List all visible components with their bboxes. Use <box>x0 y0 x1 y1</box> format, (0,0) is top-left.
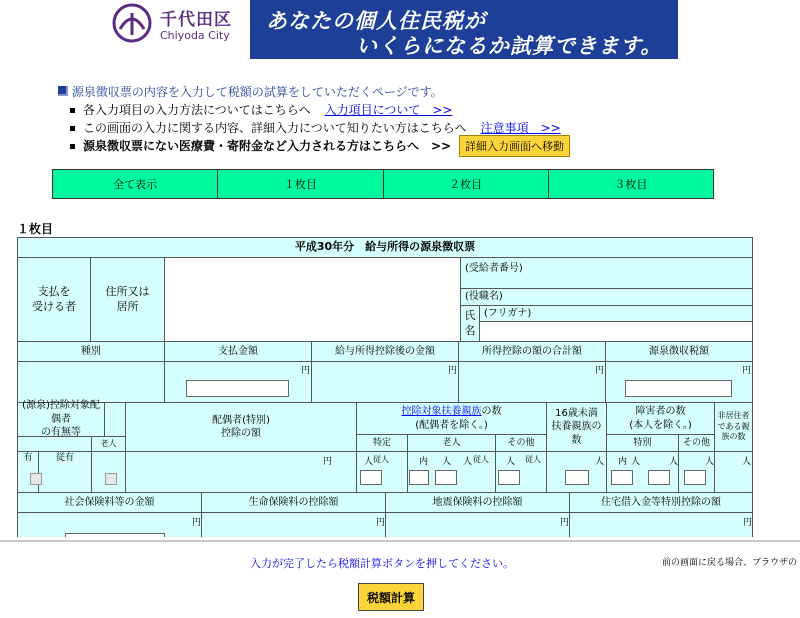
bullet1-text: 各入力項目の入力方法についてはこちらへ <box>83 103 311 117</box>
yen-unit: 円 <box>323 457 333 467</box>
position-label: (役職名) <box>465 291 503 303</box>
elderly-dependents-label: 老人 <box>407 434 496 452</box>
person-unit: 人 <box>742 457 752 467</box>
bullet-icon <box>70 144 75 149</box>
logo-text-en: Chiyoda City <box>160 29 230 42</box>
bullet-icon <box>70 108 75 113</box>
square-bullet-icon <box>58 86 68 96</box>
intro-bullet-1 <box>70 101 452 118</box>
other-disabled-input[interactable] <box>684 470 706 485</box>
tab-sheet-3[interactable]: ３枚目 <box>548 169 714 199</box>
furigana-label: (フリガナ) <box>484 307 532 319</box>
detail-input-button[interactable]: 詳細入力画面へ移動 <box>459 135 570 157</box>
sheet-tabs <box>53 169 714 199</box>
special-disabled-input[interactable] <box>648 470 670 485</box>
other-dependents-label: その他 <box>495 434 547 452</box>
spouse-yes-checkbox[interactable] <box>30 473 42 485</box>
chiyoda-logo-icon <box>112 3 152 43</box>
nonresident-label: 非居住者 である親 族の数 <box>714 402 753 452</box>
banner-line1: あなたの個人住民税が <box>266 9 486 33</box>
person-unit: 人 <box>463 457 473 467</box>
spouse-presence-label: (源泉)控除対象配偶者 の有無等 <box>17 402 105 437</box>
col-total-deduction: 所得控除の額の合計額 <box>458 341 606 362</box>
yen-unit: 円 <box>376 518 386 528</box>
intro-bullet-2 <box>70 119 561 136</box>
furigana-row <box>479 305 753 322</box>
person-unit: 人 <box>705 457 715 467</box>
special-disabled-inner-input[interactable] <box>611 470 633 485</box>
elderly-inner-input[interactable] <box>409 470 429 485</box>
calculate-tax-button[interactable]: 税額計算 <box>358 583 424 611</box>
spouse-presence-sub <box>17 436 92 452</box>
life-insurance-label: 生命保険料の控除額 <box>201 492 386 513</box>
elderly-input[interactable] <box>435 470 457 485</box>
col-payment: 支払金額 <box>164 341 312 362</box>
name-label: 氏 名 <box>460 305 480 342</box>
payment-input[interactable] <box>186 380 289 397</box>
spouse-dependent-yes-label: 従有 <box>38 451 92 493</box>
yen-unit: 円 <box>742 366 752 376</box>
inner-unit: 内 <box>419 457 429 467</box>
footer-back-note: 前の画面に戻る場合、ブラウザの <box>662 558 798 568</box>
person-unit: 人 <box>595 457 605 467</box>
yen-unit: 円 <box>560 518 570 528</box>
withholding-slip-form <box>17 237 753 537</box>
follower-unit: 従人 <box>525 455 541 464</box>
spouse-elderly-checkbox[interactable] <box>105 473 117 485</box>
spouse-deduction-label: 配偶者(特別) 控除の額 <box>125 402 357 452</box>
type-cell <box>17 361 165 403</box>
address-label: 住所又は 居所 <box>90 257 165 342</box>
spouse-yes-label: 有 <box>17 451 39 493</box>
position-title <box>460 288 753 306</box>
disabled-label: 障害者の数 (本人を除く。) <box>606 402 715 435</box>
inner-unit: 内 <box>618 457 628 467</box>
intro-bullet-3 <box>70 137 451 154</box>
bullet2-text: この画面の入力に関する内容、詳細入力について知りたい方はこちらへ <box>83 121 467 135</box>
person-unit: 人 <box>506 457 516 467</box>
person-unit: 人 <box>364 457 374 467</box>
dependents-note: (配偶者を除く。) <box>415 419 488 431</box>
address-field[interactable] <box>164 257 461 342</box>
tab-sheet-1[interactable]: １枚目 <box>217 169 383 199</box>
tab-show-all[interactable]: 全て表示 <box>52 169 218 199</box>
person-unit: 人 <box>631 457 641 467</box>
form-title: 平成30年分 給与所得の源泉徴収票 <box>17 237 753 258</box>
other-disabled-label: その他 <box>678 434 715 452</box>
social-insurance-input[interactable] <box>65 533 165 537</box>
housing-loan-cell <box>569 512 753 537</box>
other-dependents-input[interactable] <box>498 470 520 485</box>
special-disabled-label: 特別 <box>606 434 679 452</box>
follower-unit: 従人 <box>473 455 489 464</box>
after-deduction-cell <box>311 361 459 403</box>
life-insurance-cell <box>201 512 386 537</box>
payee-label: 支払を 受ける者 <box>17 257 91 342</box>
under16-input[interactable] <box>565 470 589 485</box>
footer-message: 入力が完了したら税額計算ボタンを押してください。 <box>250 557 514 570</box>
intro-heading <box>58 83 443 100</box>
col-after-deduction: 給与所得控除後の金額 <box>311 341 459 362</box>
social-insurance-label: 社会保険料等の金額 <box>17 492 202 513</box>
person-unit: 人 <box>442 457 452 467</box>
yen-unit: 円 <box>192 518 202 528</box>
tab-sheet-2[interactable]: ２枚目 <box>383 169 549 199</box>
withholding-input[interactable] <box>625 380 732 397</box>
follower-unit: 従人 <box>373 455 389 464</box>
dependents-header <box>356 402 547 435</box>
notes-link[interactable]: 注意事項 >> <box>480 121 561 135</box>
title-banner <box>250 0 678 59</box>
specific-label: 特定 <box>356 434 408 452</box>
earthquake-insurance-cell <box>385 512 570 537</box>
input-items-link[interactable]: 入力項目について >> <box>324 103 453 117</box>
yen-unit: 円 <box>595 366 605 376</box>
col-withholding: 源泉徴収税額 <box>605 341 753 362</box>
logo-text-ja: 千代田区 <box>160 10 232 30</box>
recipient-number-label: (受給者番号) <box>465 263 523 274</box>
elderly-cell <box>91 451 126 493</box>
yen-unit: 円 <box>743 518 753 528</box>
bullet3-text: 源泉徴収票にない医療費・寄附金など入力される方はこちらへ >> <box>83 139 452 153</box>
housing-loan-label: 住宅借入金等特別控除の額 <box>569 492 753 513</box>
total-deduction-cell <box>458 361 606 403</box>
section-title: １枚目 <box>17 222 54 236</box>
earthquake-insurance-label: 地震保険料の控除額 <box>385 492 570 513</box>
dependents-suffix: の数 <box>481 406 502 417</box>
person-unit: 人 <box>669 457 679 467</box>
name-field[interactable] <box>479 321 753 342</box>
dependents-link[interactable]: 控除対象扶養親族 <box>401 406 482 417</box>
recipient-number <box>460 257 753 289</box>
specific-input[interactable] <box>360 470 382 485</box>
intro-heading-text: 源泉徴収票の内容を入力して税額の試算をしていただくページです。 <box>71 85 443 99</box>
elderly-label: 老人 <box>91 436 126 452</box>
banner-line2: いくらになるか試算できます。 <box>356 34 663 58</box>
bullet-icon <box>70 126 75 131</box>
yen-unit: 円 <box>301 366 311 376</box>
yen-unit: 円 <box>448 366 458 376</box>
under16-label: 16歳未満 扶養親族の 数 <box>546 402 607 452</box>
col-type: 種別 <box>17 341 165 362</box>
